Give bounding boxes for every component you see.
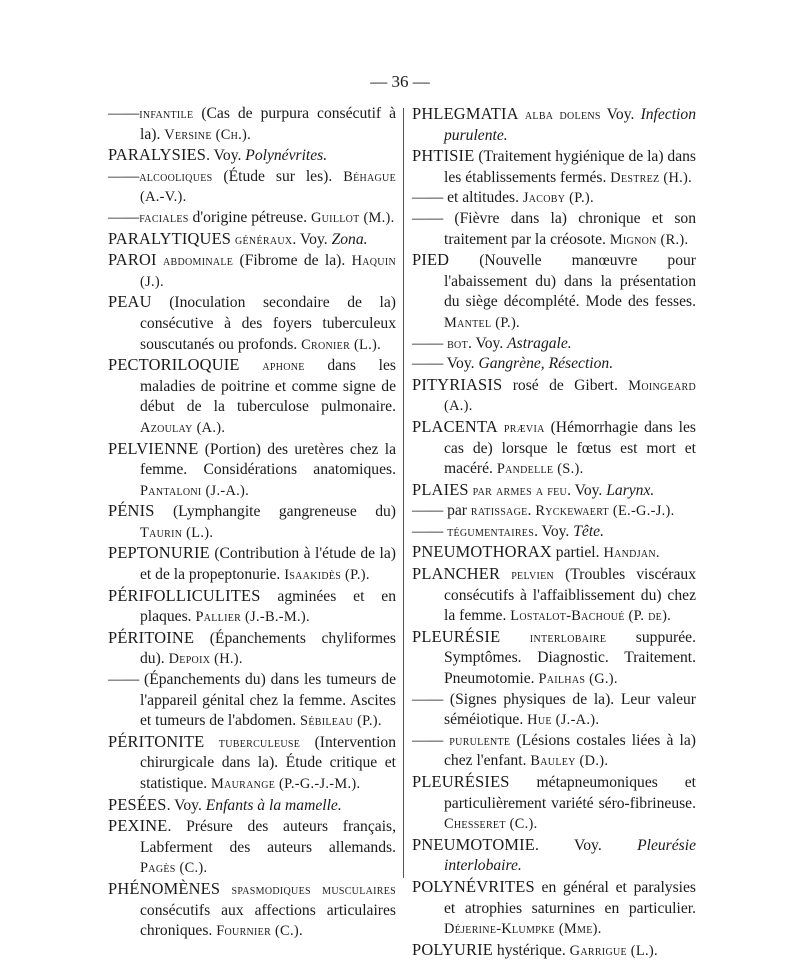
index-entry [412, 542, 696, 564]
entry-text: (Fièvre dans la) chronique et son traitement par la créosote. [443, 209, 696, 248]
page-number: — 36 — [370, 72, 430, 91]
author-name: Destrez (H.). [610, 169, 693, 186]
entry-text: (Contribution à l'étude de la) et de la propeptonurie. [140, 545, 396, 584]
entry-text: . [527, 502, 536, 520]
index-entry [108, 879, 396, 942]
entry-qualifier: ratissage [470, 503, 528, 520]
cross-reference: Larynx. [606, 481, 655, 499]
entry-text: dans les maladies de poitrine et comme signe de début de la tuberculose pulmonaire. [140, 357, 396, 416]
entry-text: (Portion) des uretères chez la femme. Considérations anatomiques. [140, 440, 396, 479]
entry-text: (Signes physiques de la). Leur valeur séméiotique. [443, 690, 696, 729]
author-name: Garrigue (L.). [569, 942, 658, 959]
author-name: Pallier (J.-B.-M.). [195, 609, 310, 626]
author-name: Moingeard (A.). [444, 377, 696, 415]
entry-text: . Voy. [535, 836, 638, 854]
entry-text: (Lésions costales liées à la) chez l'enfant. [444, 731, 696, 770]
ditto-dash: —— [108, 208, 140, 226]
author-name: Jacoby (P.). [522, 190, 594, 207]
author-name: Versine (Ch.). [164, 126, 252, 143]
column-divider [403, 108, 404, 878]
entry-text: rosé de Gibert. [502, 376, 629, 394]
index-entry [412, 480, 696, 502]
entry-heading: PIED [412, 250, 450, 270]
index-entry [412, 690, 696, 731]
entry-heading: POLYNÉVRITES [412, 876, 535, 896]
entry-text: (Cas de purpura consécutif à la). [140, 105, 396, 143]
entry-qualifier: par armes a feu [468, 482, 568, 499]
author-name: Chesseret (C.). [444, 816, 538, 833]
index-entry [108, 229, 396, 251]
entry-heading: PÉNIS [108, 501, 155, 521]
ditto-dash: —— [412, 189, 444, 207]
index-entry [108, 439, 396, 502]
entry-text: . Voy. [166, 796, 206, 814]
index-entry [108, 732, 396, 795]
index-entry [412, 564, 696, 627]
cross-reference: Astragale. [507, 334, 572, 352]
entry-heading: PHLEGMATIA [412, 104, 519, 123]
entry-qualifier: pelvien [500, 567, 555, 584]
index-entry [108, 670, 396, 732]
index-entry [412, 772, 696, 835]
entry-text: (Traitement hygiénique de la) dans les établissements fermés. [444, 148, 697, 186]
ditto-dash: —— [412, 731, 444, 749]
entry-text: suppurée. Symptômes. Diagnostic. Traitement. Pneumotomie. [444, 628, 696, 688]
index-entry [108, 816, 396, 879]
index-entry [108, 104, 396, 145]
entry-heading: PECTORILOQUIE [108, 355, 240, 375]
index-entry [412, 334, 696, 355]
entry-text: métapneumoniques et particulièrement variété séro-fibrineuse. [444, 774, 696, 812]
right-column [412, 104, 696, 961]
entry-heading: PEPTONURIE [108, 543, 210, 563]
author-name: Mignon (R.). [609, 231, 689, 248]
index-entry [412, 417, 696, 480]
entry-text: en général et paralysies et atrophies saturnines en particulier. [444, 878, 696, 917]
entry-text: . Voy. [292, 230, 332, 248]
author-name: Maurange (P.-G.-J.-M.). [211, 776, 361, 792]
index-entry [412, 375, 696, 417]
index-entry [108, 628, 396, 670]
entry-qualifier: bot [443, 335, 468, 352]
entry-text: . Présure des auteurs français, Labferment des auteurs allemands. [140, 818, 396, 856]
author-name: Pandelle (S.). [496, 461, 584, 478]
entry-text: partiel. [551, 544, 604, 562]
cross-reference: Tête. [573, 522, 604, 540]
entry-heading: PLANCHER [412, 564, 501, 584]
entry-text: (Inoculation secondaire de la) consécutive à des foyers tuberculeux souscutanés ou profonds. [140, 294, 396, 353]
cross-reference: Zona. [331, 230, 368, 248]
entry-text: et altitudes. [443, 189, 523, 207]
entry-text: (Fibrome de la). [233, 252, 352, 270]
entry-heading: PESÉES [108, 794, 167, 814]
entry-qualifier: tégumentaires [443, 523, 535, 540]
index-entry [108, 586, 396, 628]
entry-heading: PÉRITONITE [108, 731, 205, 751]
entry-text: . Voy. [468, 334, 508, 352]
index-entry [412, 188, 696, 209]
author-name: Fournier (C.). [216, 923, 303, 940]
author-name: Taurin (L.). [140, 524, 214, 541]
entry-text: . Voy. [206, 147, 246, 165]
index-entry [412, 501, 696, 522]
entry-text: (Nouvelle manœuvre pour l'abaissement du) dans la présentation du siège décomplété. Mode des fesses. [444, 252, 696, 311]
index-entry [108, 292, 396, 355]
index-entry [412, 250, 696, 333]
entry-qualifier: alcooliques [139, 168, 213, 185]
entry-heading: PELVIENNE [108, 438, 199, 458]
entry-heading: PNEUMOTOMIE [412, 834, 536, 854]
index-entry [412, 877, 696, 940]
index-entry [412, 731, 696, 772]
cross-reference: Gangrène, Résection. [478, 355, 614, 373]
entry-text: Voy. [443, 355, 479, 373]
ditto-dash: —— [412, 355, 444, 373]
index-entry [412, 104, 696, 146]
index-entry [108, 795, 396, 817]
entry-text: hystérique. [493, 941, 570, 959]
author-name: Mantel (P.). [444, 314, 520, 331]
ditto-dash: —— [412, 690, 444, 708]
index-entry [108, 355, 396, 438]
entry-text: (Hémorrhagie dans les cas de) lorsque le fœtus est mort et macéré. [444, 418, 696, 478]
ditto-dash: —— [108, 167, 140, 185]
entry-qualifier: abdominale [156, 253, 234, 270]
index-entry [108, 250, 396, 292]
entry-heading: PARALYSIES [108, 145, 207, 165]
index-entry [108, 501, 396, 543]
entry-qualifier: alba dolens [518, 107, 601, 123]
author-name: Lostalot-Bachoué (P. de). [510, 608, 672, 625]
author-name: Sébileau (P.). [300, 713, 382, 730]
author-name: Haquin (J.). [140, 253, 396, 290]
entry-text: (Épanchements du) dans les tumeurs de l'appareil génital chez la femme. Ascites et tumeurs de l'abdomen. [139, 671, 396, 730]
entry-heading: PHÉNOMÈNES [108, 878, 221, 898]
ditto-dash: —— [412, 209, 444, 227]
ditto-dash: —— [412, 334, 444, 352]
entry-text: par [443, 502, 471, 520]
ditto-dash: —— [108, 671, 140, 689]
author-name: Isaakidès (P.). [284, 567, 370, 584]
author-name: Handjan. [603, 545, 660, 562]
entry-text: . Voy. [567, 481, 607, 499]
ditto-dash: —— [412, 502, 444, 520]
entry-heading: PEXINE [108, 816, 168, 836]
author-name: Guillot (M.). [310, 209, 395, 226]
index-entry [108, 145, 396, 167]
entry-heading: PAROI [108, 250, 157, 270]
entry-qualifier: prævia [497, 419, 545, 436]
entry-qualifier: spasmodiques musculaires [220, 881, 396, 898]
cross-reference: Infection purulente. [444, 106, 696, 144]
ditto-dash: —— [412, 522, 444, 540]
entry-qualifier: interlobaire [500, 629, 607, 646]
index-entry [412, 354, 696, 375]
entry-qualifier: aphone [239, 358, 305, 375]
entry-heading: PARALYTIQUES [108, 228, 232, 248]
entry-heading: PLEURÉSIES [412, 772, 510, 791]
entry-text: (Étude sur les). [212, 167, 344, 185]
entry-text: consécutifs aux affections articulaires chroniques. [140, 901, 396, 940]
entry-text: Voy. [600, 106, 641, 123]
entry-text: (Intervention chirurgicale dans la). Étude critique et statistique. [140, 733, 396, 792]
entry-qualifier: généraux [231, 231, 293, 248]
left-column [108, 104, 396, 942]
index-entry [412, 627, 696, 690]
author-name: Pagès (C.). [140, 860, 208, 877]
author-name: Hue (J.-A.). [527, 712, 600, 729]
cross-reference: Polynévrites. [245, 147, 328, 165]
index-entry [108, 543, 396, 585]
index-entry [412, 835, 696, 877]
index-entry [412, 146, 696, 188]
entry-qualifier: faciales [139, 209, 189, 226]
author-name: Béhague (A.-V.). [140, 168, 396, 206]
author-name: Bauley (D.). [530, 753, 609, 770]
entry-heading: PÉRITOINE [108, 627, 195, 647]
entry-qualifier: tuberculeuse [204, 734, 301, 751]
index-entry [108, 208, 396, 229]
entry-heading: POLYURIE [412, 939, 493, 959]
entry-text: (Lymphangite gangreneuse du) [154, 503, 396, 521]
entry-text: . Voy. [534, 522, 574, 540]
author-name: Déjerine-Klumpke (Mme). [444, 921, 602, 938]
author-name: Depoix (H.). [168, 651, 243, 668]
entry-qualifier: infantile [139, 106, 194, 122]
entry-heading: PHTISIE [412, 146, 475, 166]
author-name: Pailhas (G.). [538, 671, 618, 688]
author-name: Ryckewaert (E.-G.-J.). [535, 503, 675, 520]
author-name: Pantaloni (J.-A.). [140, 482, 250, 499]
entry-heading: PEAU [108, 292, 152, 312]
entry-qualifier: purulente [443, 732, 511, 749]
author-name: Azoulay (A.). [140, 419, 226, 436]
entry-text: (Troubles viscéraux consécutifs à l'affaiblissement du) chez la femme. [444, 566, 697, 625]
index-entry [412, 209, 696, 250]
index-entry [412, 940, 696, 962]
author-name: Cronier (L.). [301, 336, 382, 353]
entry-heading: PLEURÉSIE [412, 626, 501, 646]
entry-heading: PLACENTA [412, 416, 498, 436]
index-entry [108, 167, 396, 208]
entry-heading: PNEUMOTHORAX [412, 542, 552, 562]
entry-text: (Épanchements chyliformes du). [140, 629, 396, 668]
cross-reference: Enfants à la mamelle. [205, 796, 342, 814]
entry-heading: PÉRIFOLLICULITES [108, 585, 261, 605]
ditto-dash: —— [108, 105, 140, 122]
index-entry [412, 522, 696, 543]
entry-heading: PITYRIASIS [412, 374, 503, 394]
entry-text: agminées et en plaques. [140, 587, 396, 626]
entry-text: d'origine pétreuse. [188, 208, 311, 226]
cross-reference: Pleurésie interlobaire. [444, 836, 696, 875]
entry-heading: PLAIES [412, 479, 469, 499]
